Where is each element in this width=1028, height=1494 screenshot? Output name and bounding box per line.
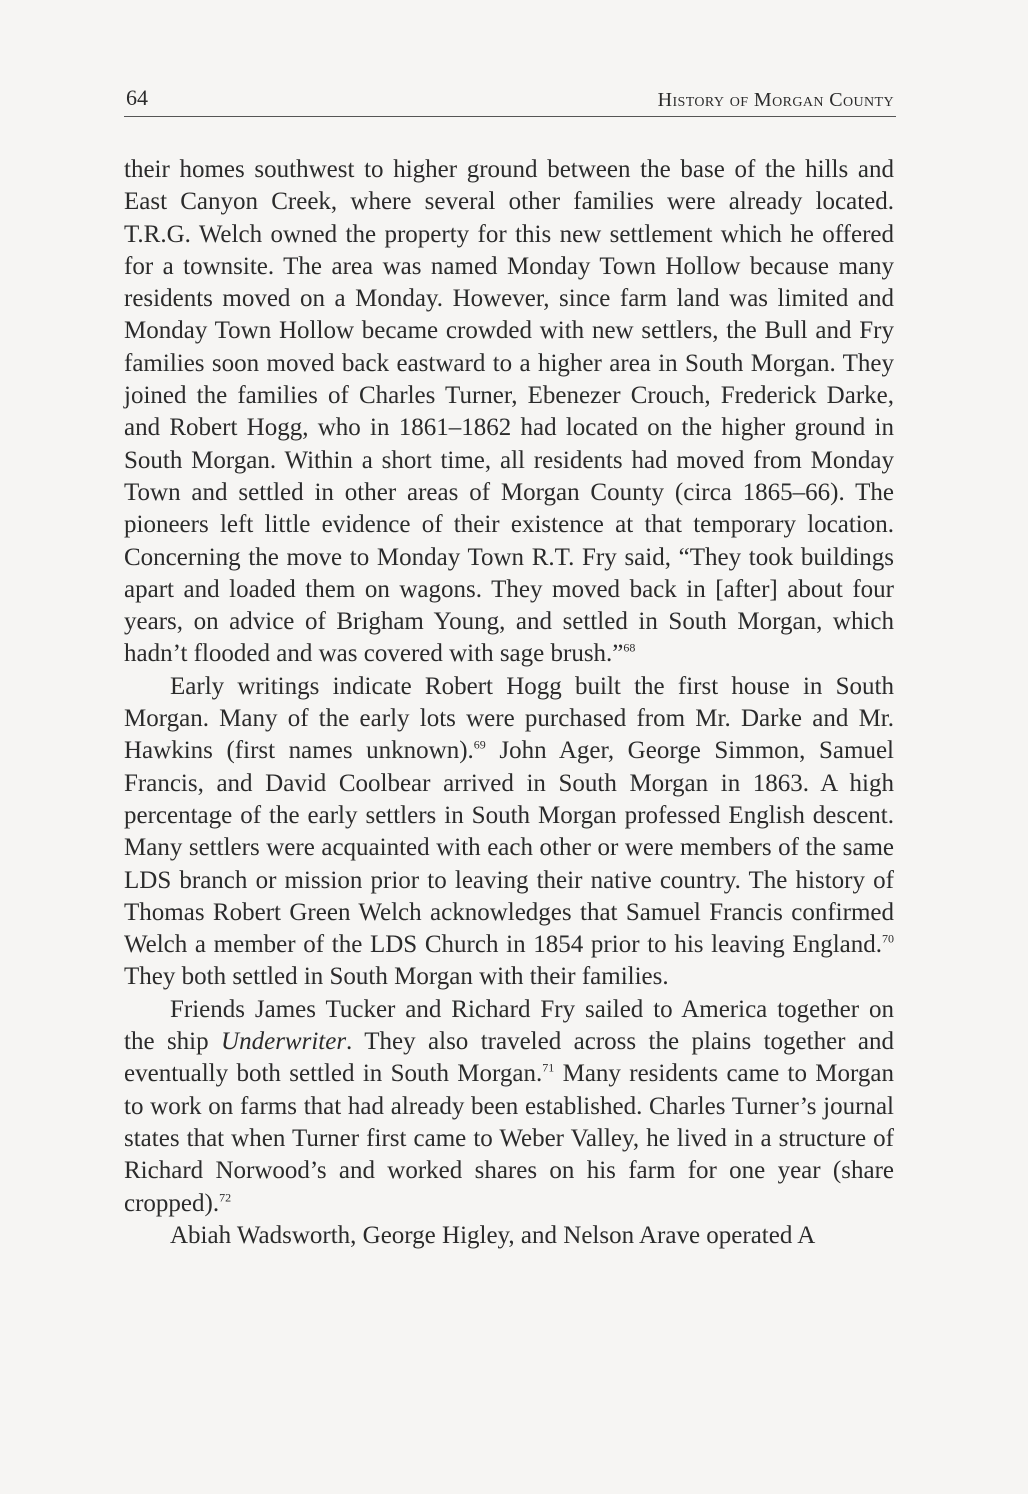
footnote-marker: 70 [882,931,894,946]
paragraph-text: John Ager, George Simmon, Samuel Francis, and David Coolbear arrived in South Morgan in 1863. A high percentage of the early settlers in South Morgan professed English descent. Many settlers were acquainted with each other or were members of the same LDS branch or mission prior to leaving their native country. The history of Thomas Robert Green Welch acknowledges that Samuel Francis confirmed Welch a member of the LDS Church in 1854 prior to his leaving England. [124,737,894,959]
footnote-marker: 71 [542,1060,555,1075]
paragraph-text: Friends James Tucker and Richard Fry sailed to America together on the ship [124,995,894,1056]
running-head [124,84,896,117]
paragraph [124,994,894,1220]
ship-name: Underwriter [221,1028,347,1056]
paragraph-text: Many residents came to Morgan to work on farms that had already been established. Charles Turner’s journal states that when Turner first came to Weber Valley, he lived in a structure of Richard Norwood’s and worked shares on his farm for one year (share cropped). [124,1060,894,1217]
page-number: 64 [126,85,148,110]
paragraph [124,671,894,994]
paragraph-text: They both settled in South Morgan with their families. [124,963,669,991]
body-text [124,154,894,1252]
paragraph [124,154,894,671]
footnote-marker: 68 [623,641,636,656]
footnote-marker: 69 [473,738,486,753]
paragraph-text: their homes southwest to higher ground between the base of the hills and East Canyon Creek, where several other families were already located. T.R.G. Welch owned the property for this new settlement which he offered for a townsite. The area was named Monday Town Hollow because many residents moved on a Monday. However, since farm land was limited and Monday Town Hollow became crowded with new settlers, the Bull and Fry families soon moved back eastward to a higher area in South Morgan. They joined the families of Charles Turner, Ebenezer Crouch, Frederick Darke, and Robert Hogg, who in 1861–1862 had located on the higher ground in South Morgan. Within a short time, all residents had moved from Monday Town and settled in other areas of Morgan County (circa 1865–66). The pioneers left little evidence of their existence at that temporary location. Concerning the move to Monday Town R.T. Fry said, “They took buildings apart and loaded them on wagons. They moved back in [after] about four years, on advice of Brigham Young, and settled in South Morgan, which hadn’t flooded and was covered with sage brush.” [124,156,894,668]
book-title: History of Morgan County [657,89,894,111]
footnote-marker: 72 [219,1190,232,1205]
paragraph-text: . They also traveled across the plains together and eventually both settled in South Morgan. [124,1028,895,1088]
paragraph-text: Early writings indicate Robert Hogg built the first house in South Morgan. Many of the early lots were purchased from Mr. Darke and Mr. Hawkins (first names unknown). [124,672,894,765]
paragraph [124,1220,894,1252]
paragraph-text: Abiah Wadsworth, George Higley, and Nelson Arave operated A [170,1221,816,1249]
